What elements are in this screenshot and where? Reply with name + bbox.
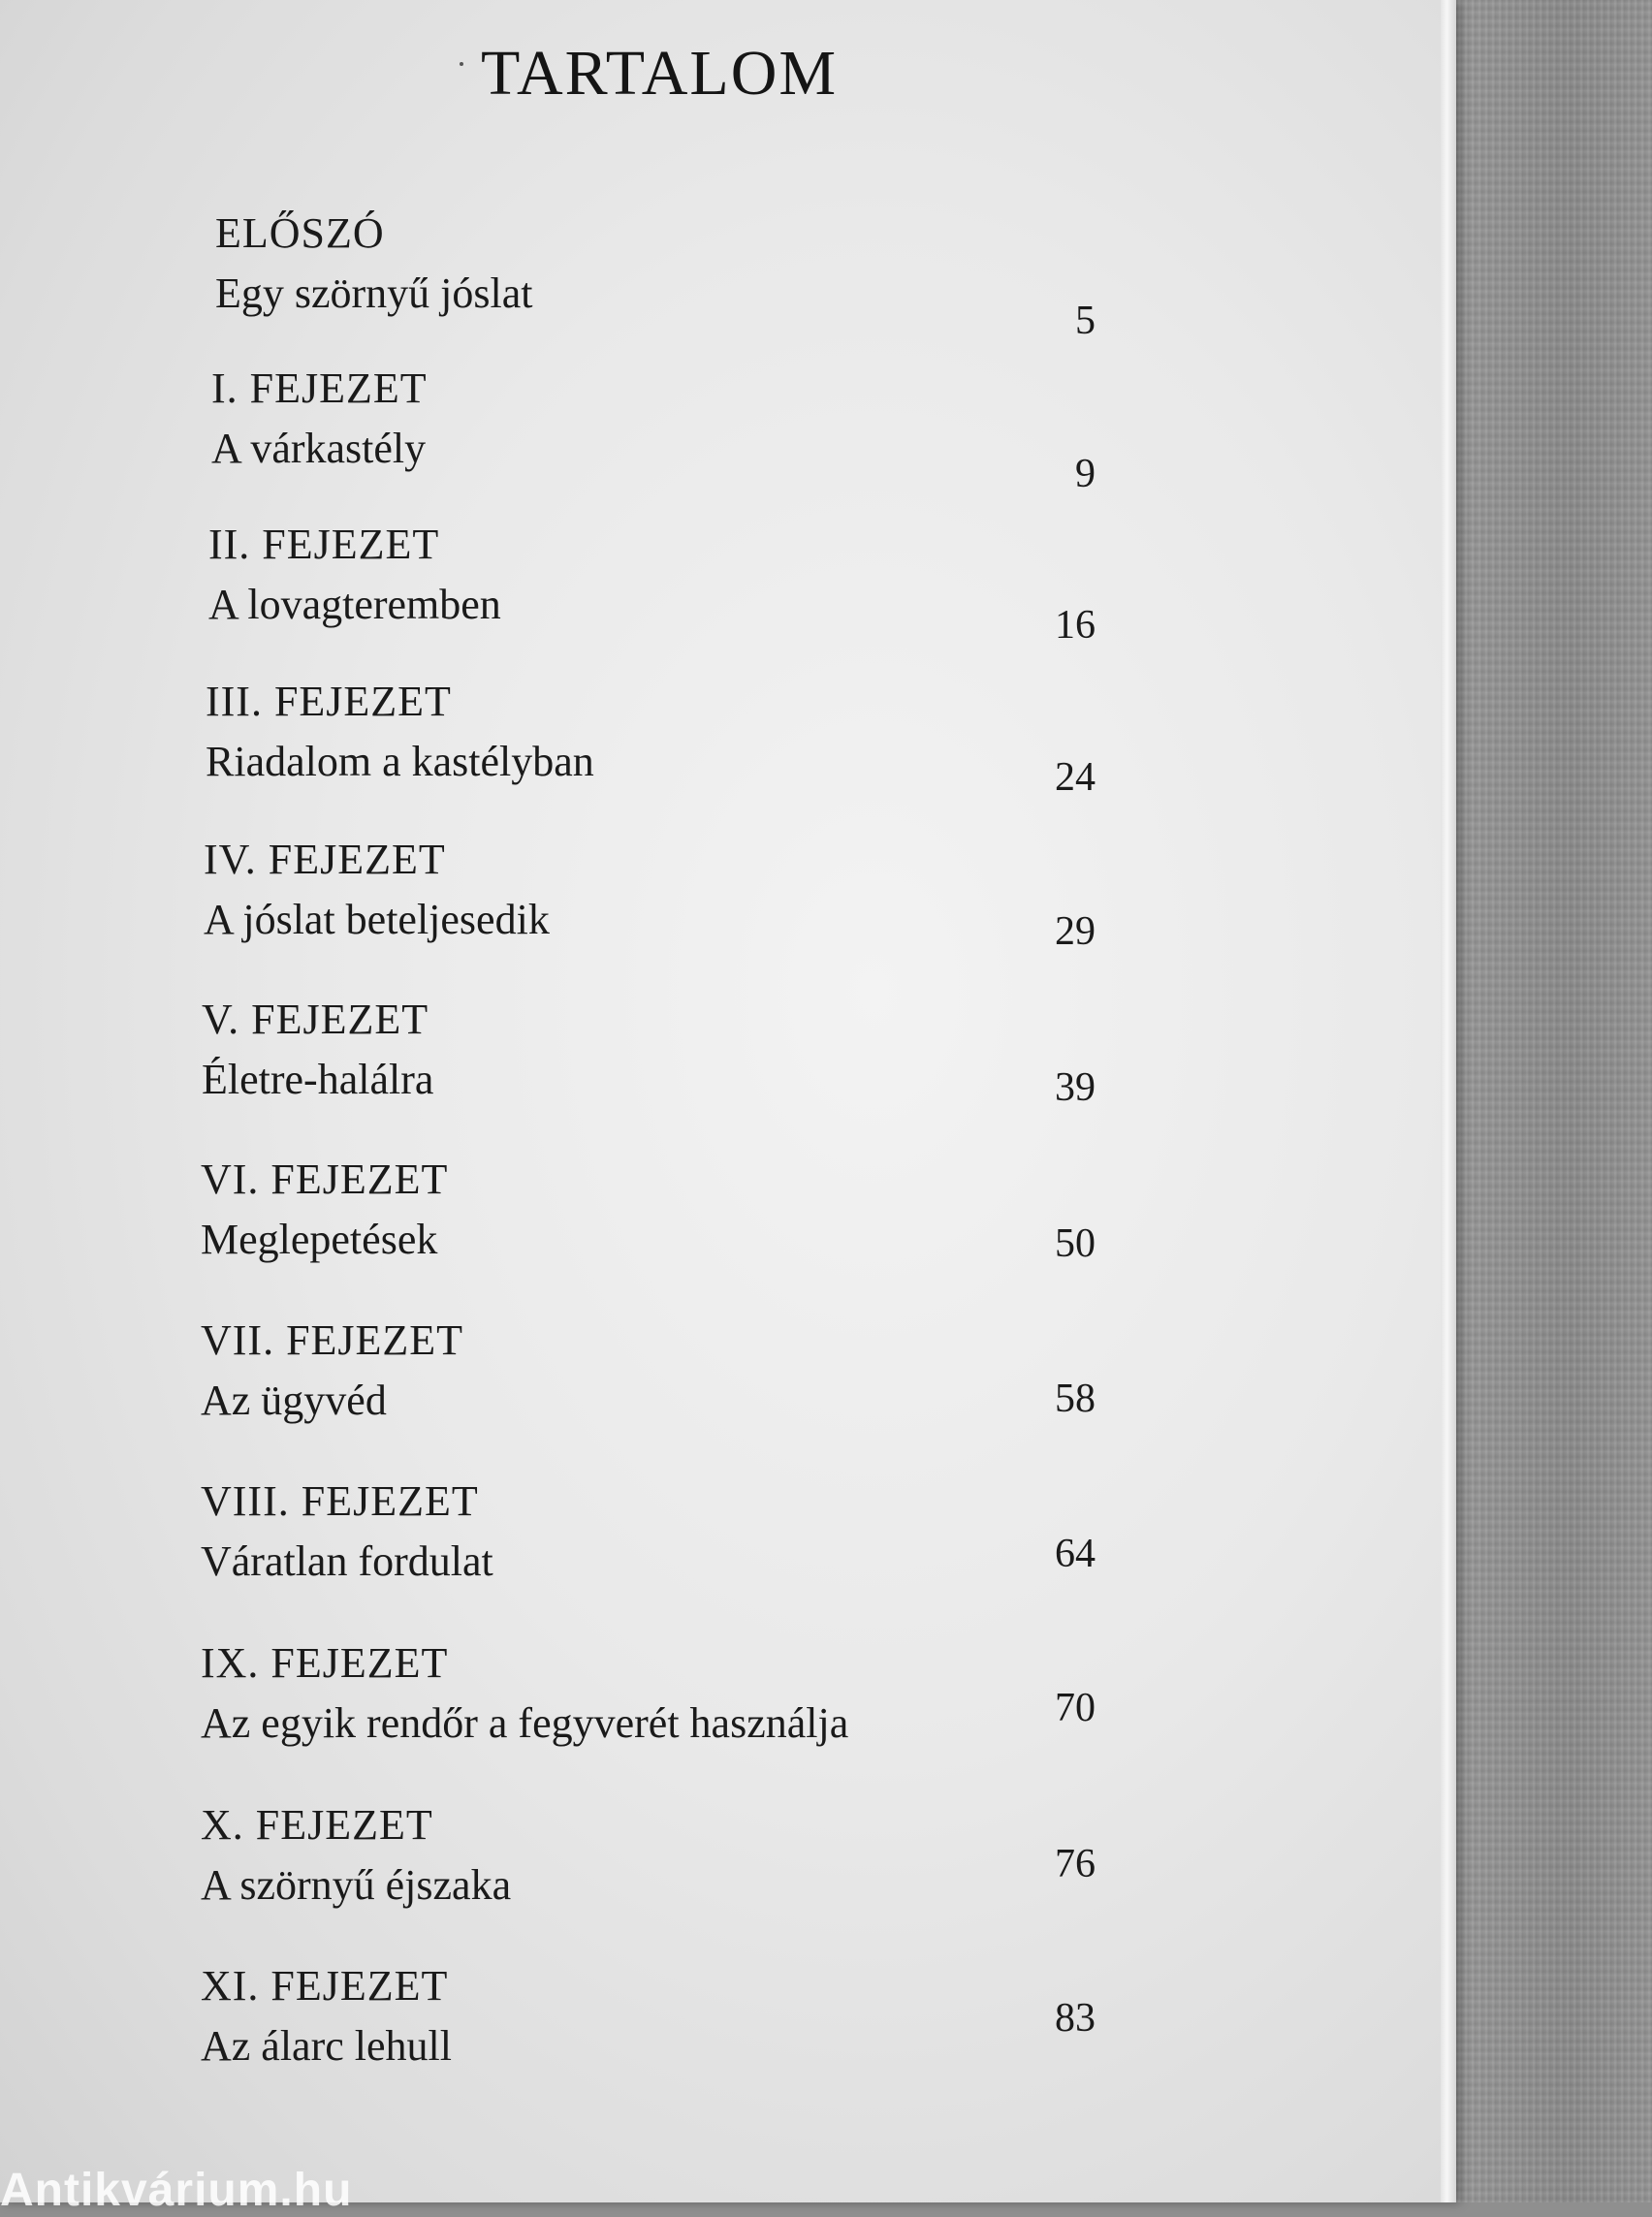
chapter-heading: XI. FEJEZET — [201, 1962, 449, 2010]
chapter-heading: VI. FEJEZET — [201, 1156, 449, 1203]
page-number: 9 — [1075, 452, 1096, 496]
toc-entry-6 — [201, 1155, 1096, 1300]
chapter-title: A lovagteremben — [208, 581, 501, 628]
watermark: Antikvárium.hu — [0, 2165, 353, 2216]
page-number: 58 — [1055, 1377, 1096, 1421]
chapter-title: Az egyik rendőr a fegyverét használja — [201, 1699, 849, 1747]
chapter-title: A várkastély — [211, 425, 427, 472]
page-number: 16 — [1055, 603, 1096, 648]
toc-entry-8 — [201, 1476, 1096, 1622]
page-number: 39 — [1055, 1065, 1096, 1110]
chapter-heading: I. FEJEZET — [211, 364, 428, 412]
page-number: 5 — [1075, 299, 1096, 343]
page-number: 50 — [1055, 1221, 1096, 1266]
toc-entry-7 — [201, 1315, 1096, 1461]
chapter-heading: VIII. FEJEZET — [201, 1477, 479, 1525]
chapter-title: Riadalom a kastélyban — [206, 738, 594, 785]
toc-entry-2 — [208, 520, 1096, 665]
toc-entry-11 — [201, 1961, 1096, 2106]
chapter-title: Meglepetések — [201, 1216, 438, 1263]
toc-entry-5 — [202, 995, 1096, 1140]
toc-entry-10 — [201, 1800, 1096, 1946]
chapter-heading: IX. FEJEZET — [201, 1639, 449, 1687]
chapter-heading: V. FEJEZET — [202, 996, 429, 1043]
chapter-heading: IV. FEJEZET — [204, 836, 446, 883]
chapter-heading: X. FEJEZET — [201, 1801, 433, 1849]
page-number: 83 — [1055, 1996, 1096, 2041]
page-number: 29 — [1055, 909, 1096, 954]
chapter-title: Életre-halálra — [202, 1056, 434, 1103]
chapter-title: Az álarc lehull — [201, 2022, 452, 2070]
chapter-title: Az ügyvéd — [201, 1377, 387, 1424]
chapter-title: A jóslat beteljesedik — [204, 896, 550, 943]
chapter-heading: ELŐSZÓ — [215, 209, 385, 257]
page-title: TARTALOM — [480, 38, 839, 109]
chapter-heading: VII. FEJEZET — [201, 1316, 464, 1364]
toc-entry-3 — [206, 677, 1096, 822]
toc-entry-4 — [204, 835, 1096, 980]
chapter-heading: III. FEJEZET — [206, 678, 452, 725]
chapter-heading: II. FEJEZET — [208, 521, 440, 568]
chapter-title: A szörnyű éjszaka — [201, 1861, 512, 1909]
page-number: 76 — [1055, 1842, 1096, 1886]
page-number: 24 — [1055, 755, 1096, 800]
background-surface — [1445, 0, 1652, 2202]
chapter-title: Egy szörnyű jóslat — [215, 269, 533, 317]
chapter-title: Váratlan fordulat — [201, 1537, 493, 1585]
toc-entry-9 — [201, 1638, 1096, 1784]
page-edge — [1441, 0, 1456, 2202]
toc-entry-preface — [215, 208, 1096, 354]
page-number: 64 — [1055, 1532, 1096, 1576]
toc-entry-1 — [211, 364, 1096, 509]
page-number: 70 — [1055, 1686, 1096, 1730]
